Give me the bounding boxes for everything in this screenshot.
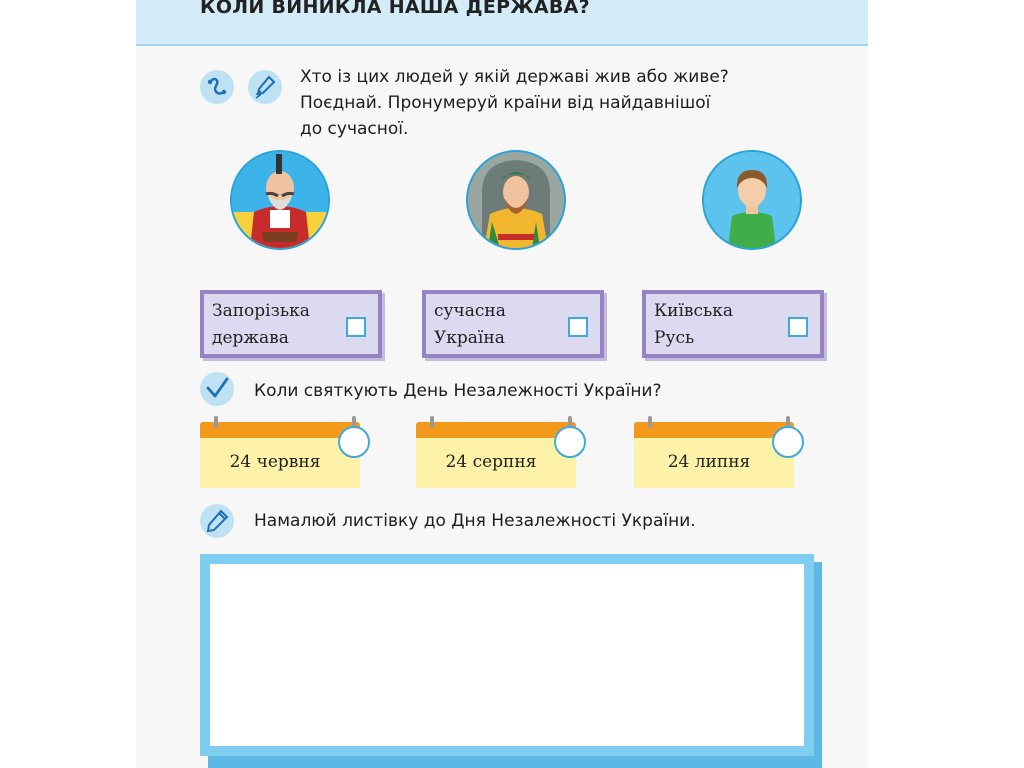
state-card — [422, 290, 604, 358]
number-box[interactable] — [788, 317, 808, 337]
date-label: 24 червня — [229, 452, 321, 472]
calendar-top — [200, 422, 360, 438]
state-card — [200, 290, 382, 358]
section-header — [136, 0, 868, 46]
task3-instruction: Намалюй листівку до Дня Незалежності України. — [254, 511, 696, 531]
date-option[interactable] — [416, 422, 586, 486]
state-label: сучасна Україна — [434, 301, 506, 348]
answer-circle[interactable] — [554, 426, 586, 458]
calendar-top — [634, 422, 794, 438]
calendar-ring — [214, 416, 218, 428]
date-option[interactable] — [200, 422, 370, 486]
check-icon — [200, 372, 234, 406]
workbook-page — [136, 0, 868, 768]
match-icon — [200, 70, 234, 104]
date-label: 24 серпня — [445, 452, 537, 472]
state-card — [642, 290, 824, 358]
number-box[interactable] — [346, 317, 366, 337]
task2-question: Коли святкують День Незалежності України? — [254, 381, 662, 401]
number-box[interactable] — [568, 317, 588, 337]
date-option[interactable] — [634, 422, 804, 486]
drawing-area[interactable] — [210, 564, 804, 746]
boy-portrait — [702, 150, 802, 250]
page-title: КОЛИ ВИНИКЛА НАША ДЕРЖАВА? — [200, 0, 590, 18]
calendar-top — [416, 422, 576, 438]
write-icon — [248, 70, 282, 104]
answer-circle[interactable] — [338, 426, 370, 458]
date-label: 24 липня — [667, 452, 751, 472]
state-label: Запорізька держава — [212, 301, 310, 348]
answer-circle[interactable] — [772, 426, 804, 458]
calendar-ring — [648, 416, 652, 428]
task1-line: Хто із цих людей у якій державі жив або живе? — [300, 67, 729, 87]
calendar-ring — [430, 416, 434, 428]
task1-line: до сучасної. — [300, 119, 409, 139]
state-label: Київська Русь — [654, 301, 734, 348]
task1-line: Поєднай. Пронумеруй країни від найдавнішої — [300, 93, 711, 113]
prince-portrait — [466, 150, 566, 250]
pencil-icon — [200, 504, 234, 538]
task1-instruction — [300, 64, 729, 142]
cossack-portrait — [230, 150, 330, 250]
